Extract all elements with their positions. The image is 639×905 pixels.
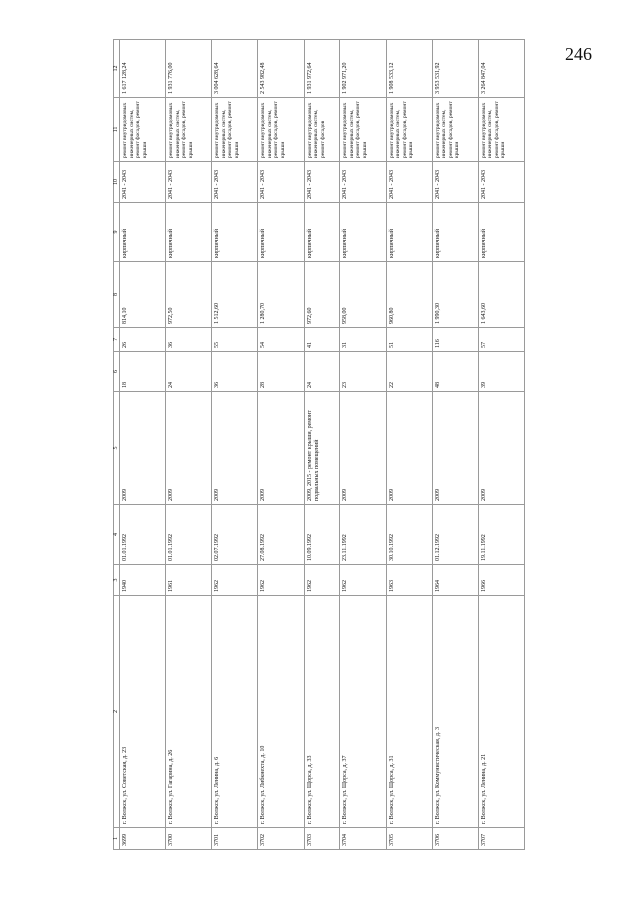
row-number: 3699 [120,828,166,850]
value-7: 116 [432,328,478,352]
wall-material: кирпичный [258,203,304,262]
repair-period: 2041 - 2043 [212,162,258,203]
table-row [340,40,386,850]
last-repair: 2009 [432,392,478,505]
build-year: 1966 [478,565,524,596]
value-7: 26 [120,328,166,352]
value-6: 36 [212,352,258,392]
registration-date: 30.10.1992 [386,505,432,565]
value-6: 39 [478,352,524,392]
value-7: 51 [386,328,432,352]
value-6: 28 [258,352,304,392]
value-7: 57 [478,328,524,352]
value-6: 23 [340,352,386,392]
build-year: 1962 [340,565,386,596]
value-7: 54 [258,328,304,352]
area: 1 280,70 [258,262,304,328]
repair-period: 2041 - 2043 [166,162,212,203]
row-number: 3701 [212,828,258,850]
wall-material: кирпичный [386,203,432,262]
col-header: 12 [114,40,120,98]
registration-date: 27.08.1992 [258,505,304,565]
works-list: ремонт внутридомовых инженерных систем, ремонт фасадов, ремонт крыши [432,98,478,162]
row-number: 3703 [304,828,340,850]
registration-date: 19.11.1992 [478,505,524,565]
repair-period: 2041 - 2043 [120,162,166,203]
col-header: 5 [114,392,120,505]
repair-cost: 3 953 531,92 [432,40,478,98]
wall-material: кирпичный [432,203,478,262]
build-year: 1962 [212,565,258,596]
repair-cost: 1 931 972,64 [304,40,340,98]
last-repair: 2009 [258,392,304,505]
build-year: 1962 [304,565,340,596]
row-number: 3700 [166,828,212,850]
works-list: ремонт внутридомовых инженерных систем, ремонт фасадов, ремонт крыши [340,98,386,162]
last-repair: 2009 [166,392,212,505]
address: г. Волжск, ул. Коммунистическая, д. 3 [432,596,478,828]
repair-period: 2041 - 2043 [386,162,432,203]
table-row [478,40,524,850]
registration-date: 01.01.1992 [166,505,212,565]
row-number: 3702 [258,828,304,850]
repair-period: 2041 - 2043 [432,162,478,203]
col-header: 3 [114,565,120,596]
registration-date: 10.09.1992 [304,505,340,565]
col-header: 6 [114,352,120,392]
works-list: ремонт внутридомовых инженерных систем, ремонт фасадов, ремонт крыши [386,98,432,162]
table-row [304,40,340,850]
col-header: 1 [114,828,120,850]
address: г. Волжск, ул. Щорса, д. 31 [386,596,432,828]
address: г. Волжск, ул. Гагарина, д. 26 [166,596,212,828]
last-repair: 2009 [386,392,432,505]
repair-cost: 1 902 971,20 [340,40,386,98]
value-7: 41 [304,328,340,352]
col-header: 11 [114,98,120,162]
value-7: 55 [212,328,258,352]
value-6: 48 [432,352,478,392]
build-year: 1940 [120,565,166,596]
registration-date: 02.07.1992 [212,505,258,565]
table-row [258,40,304,850]
address: г. Волжск, ул. Ленина, д. 21 [478,596,524,828]
registry-table-rotated [113,40,525,850]
last-repair: 2009 [120,392,166,505]
area: 958,00 [340,262,386,328]
build-year: 1964 [432,565,478,596]
works-list: ремонт внутридомовых инженерных систем, ремонт фасадов, ремонт крыши [258,98,304,162]
table-row [386,40,432,850]
repair-cost: 3 004 628,64 [212,40,258,98]
address: г. Волжск, ул. Советская, д. 23 [120,596,166,828]
value-7: 36 [166,328,212,352]
area: 1 990,30 [432,262,478,328]
value-6: 24 [166,352,212,392]
table-row [212,40,258,850]
value-7: 31 [340,328,386,352]
address: г. Волжск, ул. Щорса, д. 33 [304,596,340,828]
registry-table [113,39,525,850]
wall-material: кирпичный [166,203,212,262]
row-number: 3707 [478,828,524,850]
repair-period: 2041 - 2043 [258,162,304,203]
value-6: 18 [120,352,166,392]
works-list: ремонт внутридомовых инженерных систем, ремонт фасадов, ремонт крыши [166,98,212,162]
row-number: 3706 [432,828,478,850]
repair-cost: 1 931 776,00 [166,40,212,98]
area: 972,50 [166,262,212,328]
row-number: 3705 [386,828,432,850]
table-row [120,40,166,850]
repair-cost: 1 617 128,24 [120,40,166,98]
value-6: 24 [304,352,340,392]
address: г. Волжск, ул. Либкнехта, д. 10 [258,596,304,828]
wall-material: кирпичный [340,203,386,262]
value-6: 22 [386,352,432,392]
last-repair: 2009 [340,392,386,505]
works-list: ремонт внутридомовых инженерных систем, ремонт фасадов, ремонт крыши [478,98,524,162]
last-repair: 2009 [212,392,258,505]
wall-material: кирпичный [120,203,166,262]
repair-period: 2041 - 2043 [340,162,386,203]
area: 814,10 [120,262,166,328]
registration-date: 01.12.1992 [432,505,478,565]
repair-period: 2041 - 2043 [478,162,524,203]
table-row [432,40,478,850]
repair-cost: 1 908 533,12 [386,40,432,98]
build-year: 1962 [258,565,304,596]
col-header: 8 [114,262,120,328]
area: 960,80 [386,262,432,328]
repair-cost: 3 264 847,04 [478,40,524,98]
col-header: 2 [114,596,120,828]
last-repair: 2009 [478,392,524,505]
row-number: 3704 [340,828,386,850]
repair-cost: 2 543 982,48 [258,40,304,98]
wall-material: кирпичный [478,203,524,262]
wall-material: кирпичный [304,203,340,262]
page-number: 246 [565,44,592,64]
table-row [166,40,212,850]
registration-date: 23.11.1992 [340,505,386,565]
build-year: 1963 [386,565,432,596]
col-header: 4 [114,505,120,565]
wall-material: кирпичный [212,203,258,262]
area: 1 512,60 [212,262,258,328]
last-repair: 2009, 2015 - ремонт крыши, ремонт подвальных помещений [304,392,340,505]
col-header: 9 [114,203,120,262]
build-year: 1961 [166,565,212,596]
repair-period: 2041 - 2043 [304,162,340,203]
works-list: ремонт внутридомовых инженерных систем, ремонт фасадов, ремонт крыши [120,98,166,162]
area: 972,60 [304,262,340,328]
works-list: ремонт внутридомовых инженерных систем, ремонт фасадов [304,98,340,162]
address: г. Волжск, ул. Щорса, д. 37 [340,596,386,828]
area: 1 643,60 [478,262,524,328]
registration-date: 01.01.1992 [120,505,166,565]
col-header: 7 [114,328,120,352]
col-header: 10 [114,162,120,203]
works-list: ремонт внутридомовых инженерных систем, ремонт фасадов, ремонт крыши [212,98,258,162]
address: г. Волжск, ул. Ленина, д. 6 [212,596,258,828]
